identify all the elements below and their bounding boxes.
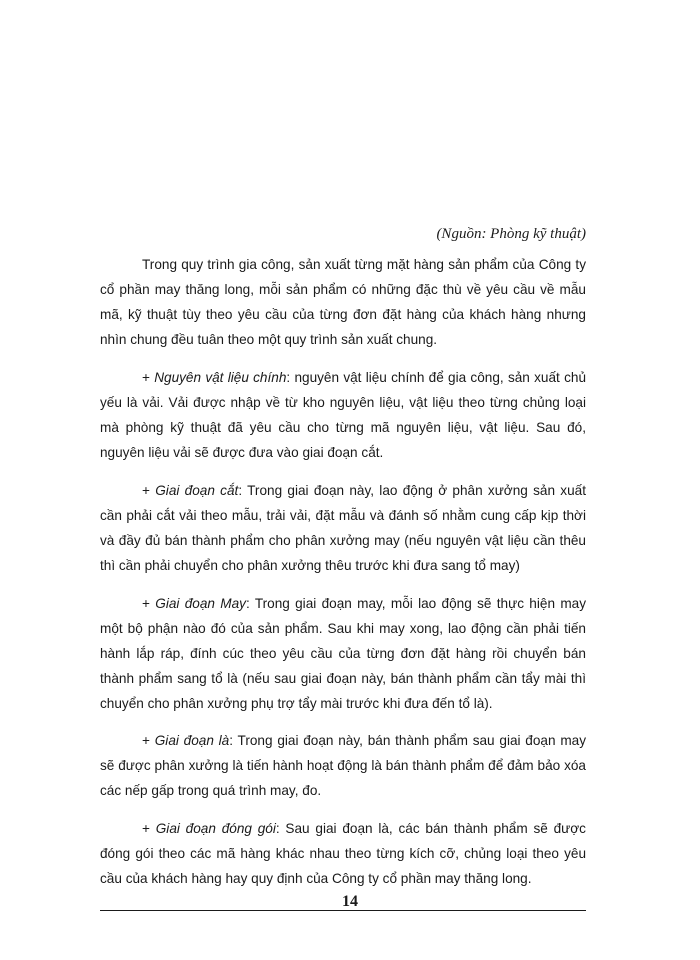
stage-prefix: + [142, 821, 156, 836]
stage-prefix: + [142, 483, 156, 498]
stage-body: Trong giai đoạn này, lao động ở phân xưởng sản xuất cần phải cắt vải theo mẫu, trải vải, đặt mẫu và đánh số nhằm cung cấp kịp thời và đầy đủ bán thành phẩm cho phân xưởng may (nếu nguyên vật liệu cần thêu thì cần phải chuyển cho phân xưởng thêu trước khi đưa sang tổ may) [100, 483, 586, 573]
stage-separator: : [286, 370, 295, 385]
stage-body: Sau giai đoạn là, các bán thành phẩm sẽ được đóng gói theo các mã hàng khác nhau theo từng kích cỡ, chủng loại theo yêu cầu của khách hàng hay quy định của Công ty cổ phần may thăng long. [100, 821, 586, 886]
stage-body: Trong giai đoạn may, mỗi lao động sẽ thực hiện may một bộ phận nào đó của sản phẩm. Sau khi may xong, lao động cần phải tiến hành lắp ráp, đính cúc theo yêu cầu của từng đơn đặt hàng rồi chuyển bán thành phẩm sang tổ là (nếu sau giai đoạn này, bán thành phẩm cần tẩy mài thì chuyển cho phân xưởng phụ trợ tẩy mài trước khi đưa đến tổ là). [100, 596, 586, 711]
stage-title: Giai đoạn May [155, 596, 246, 611]
stage-prefix: + [142, 370, 155, 385]
stage-separator: : [238, 483, 248, 498]
stage-separator: : [275, 821, 286, 836]
page-number-text: 14 [342, 893, 358, 910]
stage-title: Nguyên vật liệu chính [154, 370, 287, 385]
stage-paragraph-sewing [100, 591, 586, 716]
source-note: (Nguồn: Phòng kỹ thuật) [436, 226, 586, 242]
stage-separator: : [229, 733, 238, 748]
intro-text: Trong quy trình gia công, sản xuất từng mặt hàng sản phẩm của Công ty cổ phần may thăng long, mỗi sản phẩm có những đặc thù về yêu cầu về mẫu mã, kỹ thuật tùy theo yêu cầu của từng đơn đặt hàng của khách hàng nhưng nhìn chung đều tuân theo một quy trình sản xuất chung. [100, 257, 586, 347]
stage-prefix: + [142, 733, 155, 748]
stage-separator: : [245, 596, 255, 611]
stage-paragraph-raw-materials [100, 365, 586, 465]
intro-paragraph [100, 252, 586, 352]
stage-paragraph-packaging [100, 816, 586, 891]
stage-title: Giai đoạn đóng gói [155, 821, 276, 836]
stage-paragraph-cutting [100, 478, 586, 578]
page-number [0, 893, 700, 911]
stage-prefix: + [142, 596, 156, 611]
stage-body: nguyên vật liệu chính để gia công, sản xuất chủ yếu là vải. Vải được nhập về từ kho nguyên liệu, vật liệu theo từng chủng loại mà phòng kỹ thuật đã yêu cầu cho từng mã nguyên liệu, vật liệu. Sau đó, nguyên liệu vải sẽ được đưa vào giai đoạn cắt. [100, 370, 587, 460]
stage-paragraph-ironing [100, 728, 586, 803]
stage-body: Trong giai đoạn này, bán thành phẩm sau giai đoạn may sẽ được phân xưởng là tiến hành hoạt động là bán thành phẩm để đảm bảo xóa các nếp gấp trong quá trình may, đo. [100, 733, 586, 798]
stage-title: Giai đoạn cắt [155, 483, 239, 498]
stage-title: Giai đoạn là [154, 733, 230, 748]
